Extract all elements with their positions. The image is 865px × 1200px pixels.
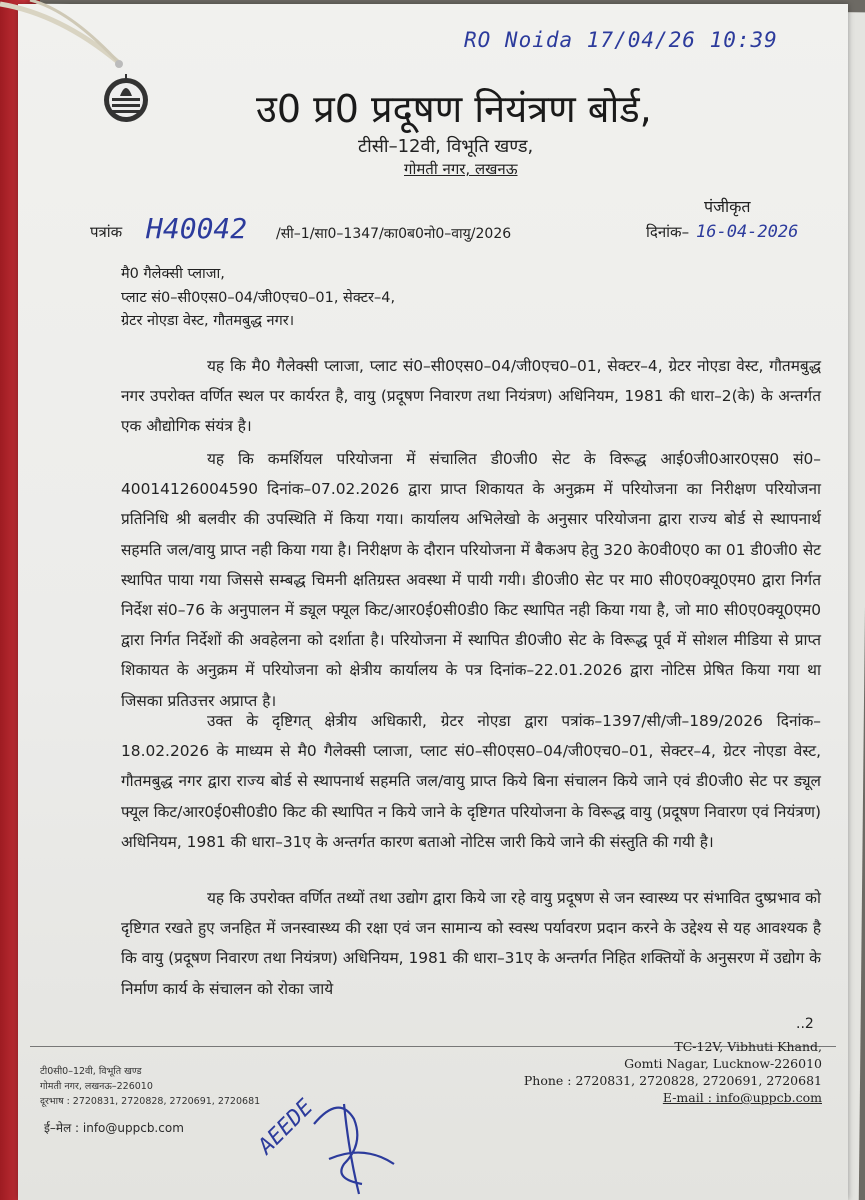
date-handwritten: 16-04-2026 bbox=[696, 222, 799, 242]
body-paragraph: यह कि उपरोक्त वर्णित तथ्यों तथा उद्योग द्वारा किये जा रहे वायु प्रदूषण से जन स्वास्थ्य पर संभावित दुष्प्रभाव को दृष्टिगत रखते हुए जनहित में जनस्वास्थ्य की रक्षा एवं जन सामान्य को स्वस्थ पर्यावरण प्रदान करने के उद्देश्य से यह आवश्यक है कि वायु (प्रदूषण निवारण तथा नियंत्रण) अधिनियम, 1981 की धारा–31ए के अन्तर्गत निहित शक्तियों के अनुसरण में उद्योग के निर्माण कार्य के संचालन को रोका जाये bbox=[121, 889, 821, 998]
hanging-string bbox=[0, 0, 140, 90]
footer-left-email: ई–मेल : info@uppcb.com bbox=[44, 1121, 184, 1135]
handwritten-receipt-note: RO Noida 17/04/26 10:39 bbox=[464, 28, 778, 52]
addressee-line: ग्रेटर नोएडा वेस्ट, गौतमबुद्ध नगर। bbox=[121, 313, 295, 329]
organization-address-line2: गोमती नगर, लखनऊ bbox=[404, 160, 518, 178]
body-paragraph: यह कि कमर्शियल परियोजना में संचालित डी0जी0 सेट के विरूद्ध आई0जी0आर0एस0 सं0–40014126004590 दिनांक–07.02.2026 द्वारा प्राप्त शिकायत के अनुक्रम में परियोजना का निरीक्षण परियोजना प्रतिनिधि श्री बलवीर की उपस्थिति में किया गया। कार्यालय अभिलेखो के अनुसार परियोजना द्वारा राज्य बोर्ड से स्थापनार्थ सहमति जल/वायु प्राप्त नही किया गया है। निरीक्षण के दौरान परियोजना में बैकअप हेतु 320 के0वी0ए0 का 01 डी0जी0 सेट स्थापित पाया गया जिससे सम्बद्ध चिमनी क्षतिग्रस्त अवस्था में पायी गयी। डी0जी0 सेट पर मा0 सी0ए0क्यू0एम0 द्वारा निर्गत निर्देश सं0–76 के अनुपालन में ड्यूल फ्यूल किट/आर0ई0सी0डी0 किट स्थापित नही किया गया है, जो मा0 सी0ए0क्यू0एम0 द्वारा निर्गत निर्देशों की अवहेलना को दर्शाता है। परियोजना में स्थापित डी0जी0 सेट के विरूद्ध पूर्व में सोशल मीडिया से प्राप्त शिकायत के अनुक्रम में परियोजना को क्षेत्रीय कार्यालय के पत्र दिनांक–22.01.2026 द्वारा नोटिस प्रेषित किया गया था जिसका प्रतिउत्तर अप्राप्त है। bbox=[121, 450, 821, 710]
reference-label: पत्रांक bbox=[90, 223, 123, 241]
footer-left-block bbox=[40, 1064, 260, 1109]
signature-text: AEEDE bbox=[253, 1094, 319, 1160]
registered-label: पंजीकृत bbox=[704, 197, 751, 216]
organization-address-line1: टीसी–12वी, विभूति खण्ड, bbox=[358, 136, 534, 157]
page-number: ..2 bbox=[796, 1016, 814, 1032]
footer-left-line: टी0सी0–12वी, विभूति खण्ड bbox=[40, 1066, 142, 1077]
letter-sheet bbox=[18, 4, 848, 1200]
body-paragraph: यह कि मै0 गैलेक्सी प्लाजा, प्लाट सं0–सी0एस0–04/जी0एच0–01, सेक्टर–4, ग्रेटर नोएडा वेस्ट, गौतमबुद्ध नगर उपरोक्त वर्णित स्थल पर कार्यरत है, वायु (प्रदूषण निवारण तथा नियंत्रण) अधिनियम, 1981 की धारा–2(के) के अन्तर्गत एक औद्योगिक संयंत्र है। bbox=[121, 357, 821, 436]
reference-handwritten-number: H40042 bbox=[146, 212, 248, 245]
handwritten-signature bbox=[244, 1064, 404, 1200]
reference-number: /सी–1/सा0–1347/का0ब0नो0–वायु/2026 bbox=[276, 226, 512, 242]
addressee-line: मै0 गैलेक्सी प्लाजा, bbox=[121, 266, 225, 282]
footer-right-line: TC-12V, Vibhuti Khand, bbox=[674, 1039, 822, 1054]
footer-right-email: E-mail : info@uppcb.com bbox=[662, 1090, 822, 1105]
date-label: दिनांक– bbox=[646, 223, 690, 241]
footer-right-block bbox=[524, 1038, 822, 1106]
footer-left-line: गोमती नगर, लखनऊ–226010 bbox=[40, 1081, 153, 1092]
footer-left-phone: दूरभाष : 2720831, 2720828, 2720691, 2720681 bbox=[40, 1096, 261, 1107]
addressee-line: प्लाट सं0–सी0एस0–04/जी0एच0–01, सेक्टर–4, bbox=[121, 290, 396, 306]
footer-right-phone: Phone : 2720831, 2720828, 2720691, 2720681 bbox=[523, 1073, 822, 1088]
organization-title: उ0 प्र0 प्रदूषण नियंत्रण बोर्ड, bbox=[256, 87, 652, 131]
footer-right-line: Gomti Nagar, Lucknow-226010 bbox=[624, 1056, 822, 1071]
body-paragraph: उक्त के दृष्टिगत् क्षेत्रीय अधिकारी, ग्रेटर नोएडा द्वारा पत्रांक–1397/सी/जी–189/2026 दिनांक–18.02.2026 के माध्यम से मै0 गैलेक्सी प्लाजा, प्लाट सं0–सी0एस0–04/जी0एच0–01, सेक्टर–4, ग्रेटर नोएडा वेस्ट, गौतमबुद्ध नगर द्वारा राज्य बोर्ड से स्थापनार्थ सहमति जल/वायु प्राप्त किये बिना संचालन किये जाने एवं डी0जी0 सेट पर ड्यूल फ्यूल किट/आर0ई0सी0डी0 किट की स्थापित न किये जाने के दृष्टिगत परियोजना के विरूद्ध वायु (प्रदूषण निवारण एवं नियंत्रण) अधिनियम, 1981 की धारा–31ए के अन्तर्गत कारण बताओ नोटिस जारी किये जाने की संस्तुति की गयी है। bbox=[121, 712, 822, 851]
